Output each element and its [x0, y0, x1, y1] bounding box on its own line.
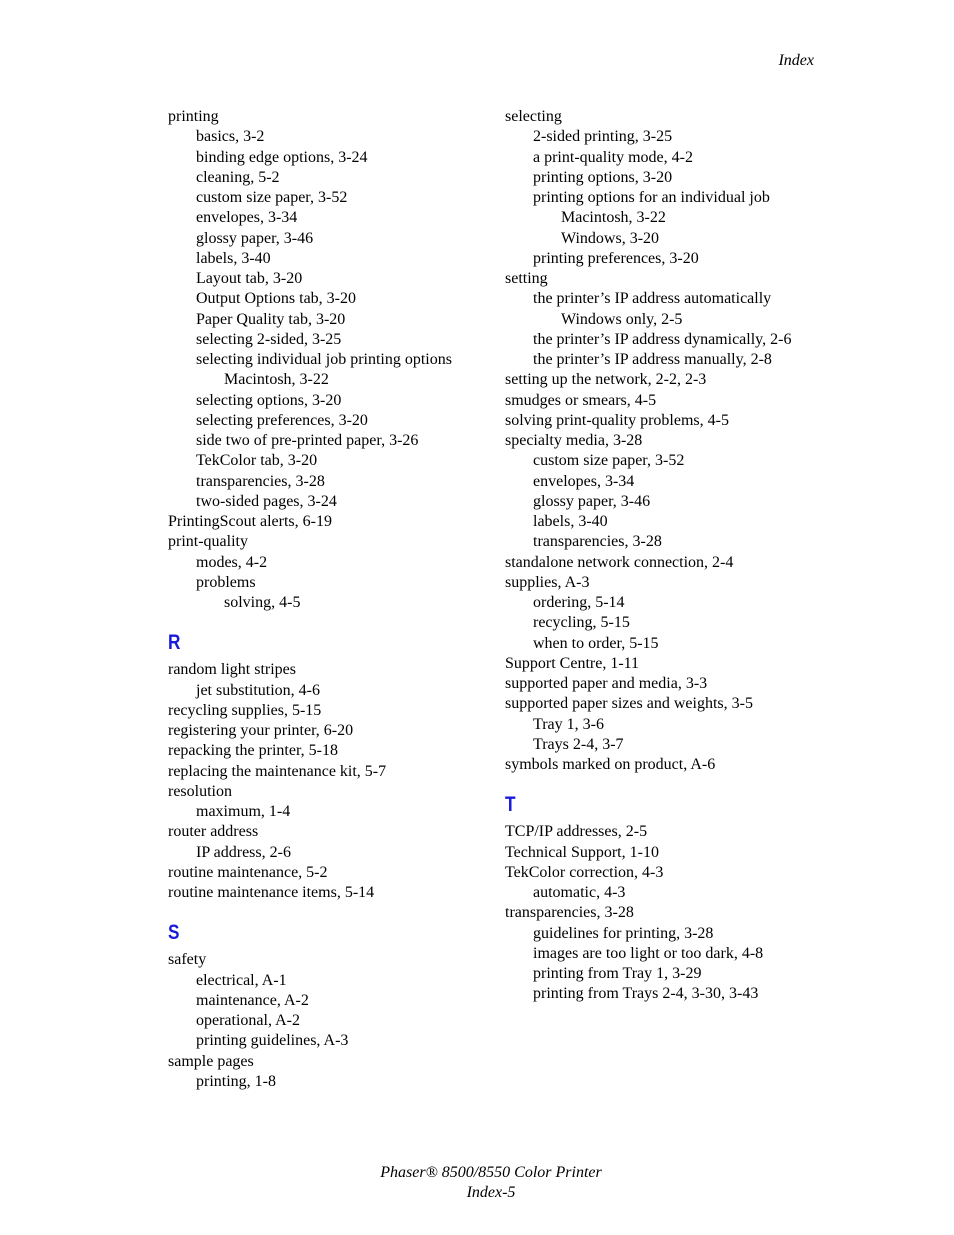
index-section-letter: S: [168, 921, 180, 945]
index-entry: guidelines for printing, 3-28: [533, 924, 714, 942]
index-entry: automatic, 4-3: [533, 884, 626, 901]
index-entry: Macintosh, 3-22: [224, 371, 329, 389]
index-entry: printing from Trays 2-4, 3-30, 3-43: [533, 985, 759, 1003]
index-entry: TCP/IP addresses, 2-5: [505, 823, 648, 841]
index-entry: a print-quality mode, 4-2: [533, 148, 693, 166]
index-section-letter: T: [505, 793, 516, 817]
index-entry: transparencies, 3-28: [505, 904, 634, 922]
index-entry: labels, 3-40: [196, 249, 271, 267]
index-entry: Trays 2-4, 3-7: [533, 735, 624, 753]
index-entry: routine maintenance items, 5-14: [168, 884, 375, 901]
index-entry: Tray 1, 3-6: [533, 715, 604, 733]
index-entry: print-quality: [168, 533, 248, 551]
index-entry: selecting: [505, 108, 562, 125]
index-entry: maintenance, A-2: [196, 991, 309, 1009]
index-entry: printing options for an individual job: [533, 189, 770, 206]
index-entry: specialty media, 3-28: [505, 432, 643, 449]
index-entry: symbols marked on product, A-6: [505, 756, 716, 773]
index-entry: modes, 4-2: [196, 553, 268, 571]
index-entry: supported paper sizes and weights, 3-5: [505, 695, 753, 713]
index-left-column: [168, 107, 488, 1092]
index-entry: TekColor correction, 4-3: [505, 863, 664, 881]
index-entry: routine maintenance, 5-2: [168, 863, 328, 881]
index-entry: selecting options, 3-20: [196, 391, 342, 409]
index-entry: images are too light or too dark, 4-8: [533, 944, 764, 962]
index-entry: sample pages: [168, 1052, 254, 1070]
page-footer: [0, 1163, 954, 1203]
index-entry: printing from Tray 1, 3-29: [533, 965, 702, 982]
index-entry: transparencies, 3-28: [533, 533, 662, 551]
index-entry: two-sided pages, 3-24: [196, 492, 337, 510]
index-entry: random light stripes: [168, 661, 296, 679]
index-entry: TekColor tab, 3-20: [196, 452, 318, 470]
index-right-column: [505, 107, 825, 1005]
index-entry: repacking the printer, 5-18: [168, 742, 338, 760]
index-entry: envelopes, 3-34: [196, 209, 298, 227]
index-entry: glossy paper, 3-46: [533, 492, 651, 510]
index-entry: standalone network connection, 2-4: [505, 553, 734, 571]
index-entry: maximum, 1-4: [196, 803, 291, 820]
index-entry: when to order, 5-15: [533, 634, 659, 652]
index-entry: solving, 4-5: [224, 594, 301, 611]
index-entry: recycling supplies, 5-15: [168, 701, 322, 719]
index-entry: replacing the maintenance kit, 5-7: [168, 762, 387, 780]
index-entry: problems: [196, 573, 256, 591]
running-header-title: Index: [778, 52, 814, 69]
index-entry: Macintosh, 3-22: [561, 209, 666, 227]
index-entry: side two of pre-printed paper, 3-26: [196, 432, 419, 449]
index-entry: Output Options tab, 3-20: [196, 290, 356, 308]
index-entry: router address: [168, 823, 259, 841]
index-entry: the printer’s IP address manually, 2-8: [533, 351, 772, 368]
index-entry: printing: [168, 108, 219, 125]
index-entry: cleaning, 5-2: [196, 168, 280, 186]
footer-product-name: Phaser® 8500/8550 Color Printer: [380, 1164, 602, 1181]
index-entry: ordering, 5-14: [533, 594, 625, 611]
index-entry: envelopes, 3-34: [533, 472, 635, 490]
index-entry: smudges or smears, 4-5: [505, 391, 657, 409]
index-entry: PrintingScout alerts, 6-19: [168, 513, 332, 530]
index-entry: Technical Support, 1-10: [505, 843, 659, 861]
index-entry: setting up the network, 2-2, 2-3: [505, 371, 707, 389]
index-entry: IP address, 2-6: [196, 843, 291, 861]
index-entry: Paper Quality tab, 3-20: [196, 310, 346, 328]
index-entry: recycling, 5-15: [533, 614, 630, 632]
index-entry: selecting 2-sided, 3-25: [196, 330, 342, 348]
index-entry: transparencies, 3-28: [196, 472, 325, 490]
index-entry: basics, 3-2: [196, 128, 265, 146]
index-entry: safety: [168, 951, 207, 969]
index-entry: supported paper and media, 3-3: [505, 675, 708, 692]
index-entry: setting: [505, 270, 548, 287]
index-section-letter: R: [168, 631, 181, 655]
index-entry: selecting individual job printing options: [196, 351, 452, 368]
index-entry: selecting preferences, 3-20: [196, 411, 368, 429]
index-entry: glossy paper, 3-46: [196, 229, 314, 247]
index-entry: labels, 3-40: [533, 513, 608, 530]
index-entry: custom size paper, 3-52: [196, 189, 348, 206]
index-entry: printing, 1-8: [196, 1072, 276, 1090]
index-entry: supplies, A-3: [505, 573, 590, 591]
index-entry: Support Centre, 1-11: [505, 654, 640, 672]
index-entry: solving print-quality problems, 4-5: [505, 411, 729, 429]
index-entry: binding edge options, 3-24: [196, 148, 368, 166]
index-entry: printing guidelines, A-3: [196, 1032, 349, 1050]
index-entry: the printer’s IP address automatically: [533, 290, 772, 308]
index-entry: printing options, 3-20: [533, 168, 673, 186]
index-entry: Windows only, 2-5: [561, 310, 683, 328]
index-entry: operational, A-2: [196, 1012, 300, 1029]
index-entry: custom size paper, 3-52: [533, 452, 685, 470]
footer-page-number: Index-5: [466, 1184, 516, 1201]
index-entry: electrical, A-1: [196, 971, 287, 989]
index-entry: jet substitution, 4-6: [196, 681, 320, 699]
index-entry: Windows, 3-20: [561, 229, 660, 247]
index-entry: the printer’s IP address dynamically, 2-6: [533, 330, 792, 348]
index-entry: Layout tab, 3-20: [196, 270, 303, 287]
index-entry: resolution: [168, 782, 232, 800]
index-entry: 2-sided printing, 3-25: [533, 128, 673, 146]
index-entry: printing preferences, 3-20: [533, 249, 699, 267]
index-entry: registering your printer, 6-20: [168, 722, 354, 739]
